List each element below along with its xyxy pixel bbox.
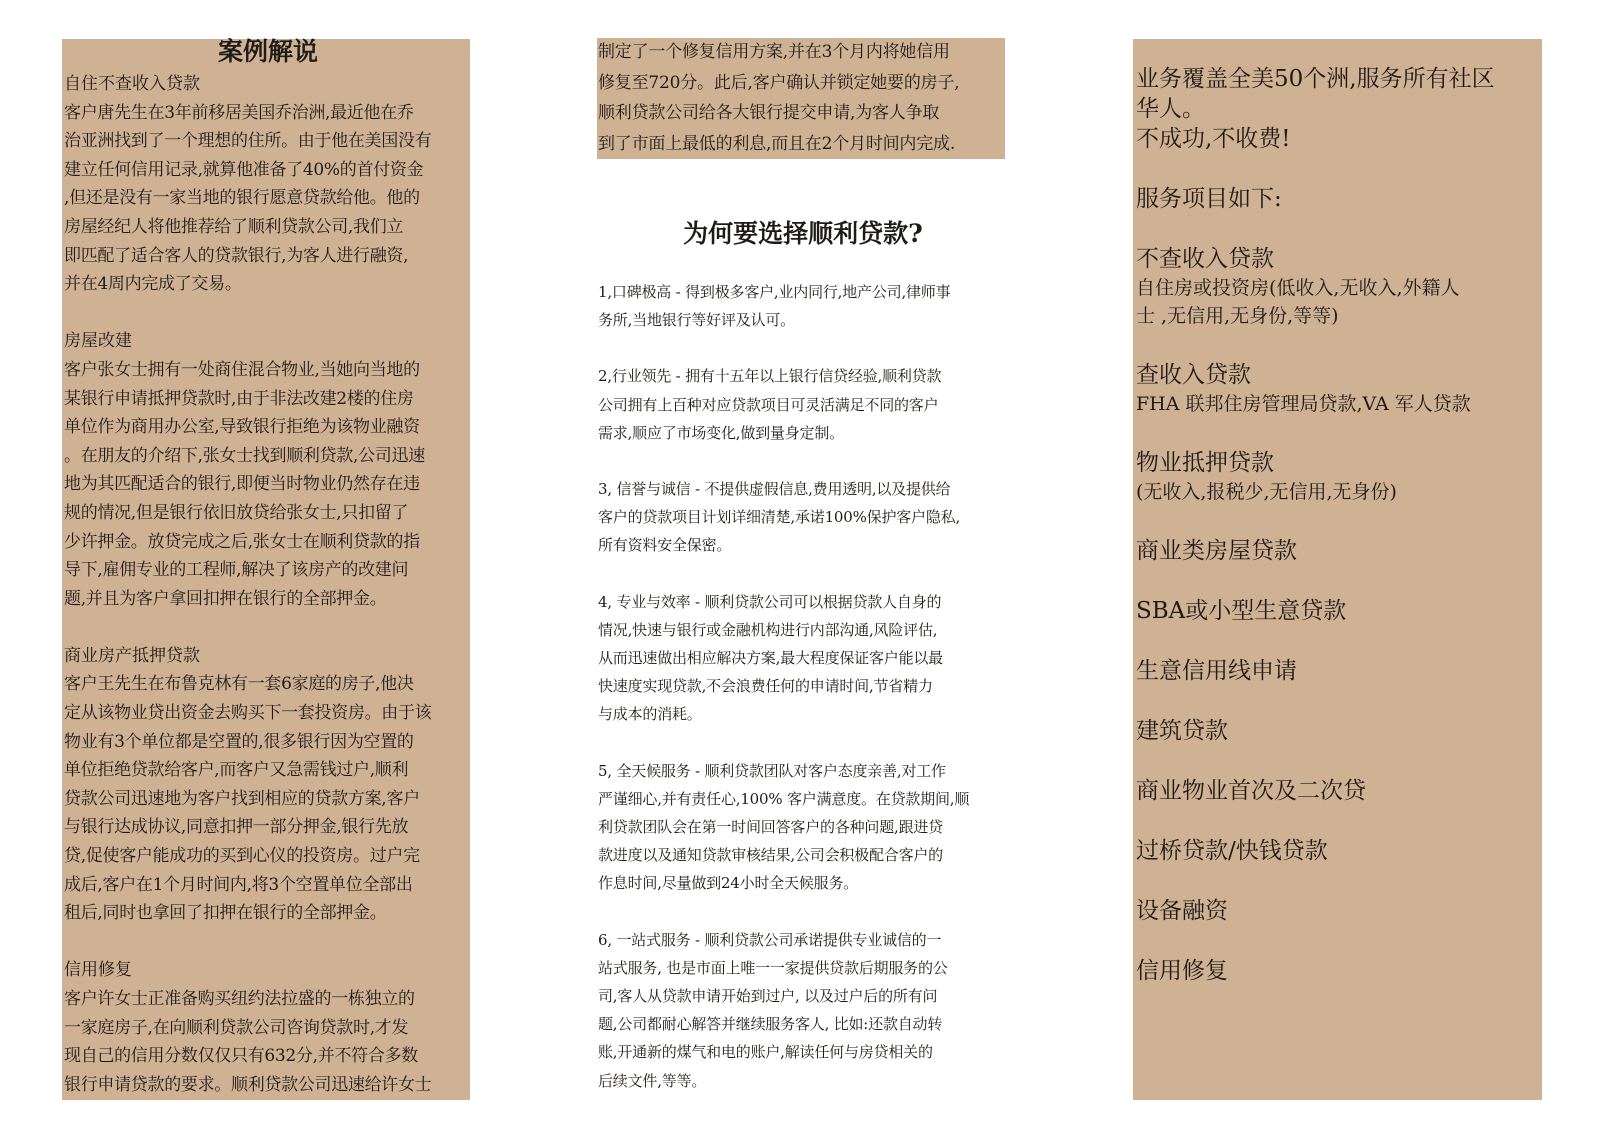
reason-line: 严谨细心,并有责任心,100% 客户满意度。在贷款期间,顺	[598, 789, 970, 808]
case-text-line: 房屋经纪人将他推荐给了顺利贷款公司,我们立	[64, 216, 404, 237]
case-text-line: 即匹配了适合客人的贷款银行,为客人进行融资,	[64, 245, 409, 266]
reason-line: 从而迅速做出相应解决方案,最大程度保证客户能以最	[598, 649, 943, 668]
spacer	[1136, 418, 1540, 448]
reason-line: 情况,快速与银行或金融机构进行内部沟通,风险评估,	[598, 620, 938, 639]
reason-line: 站式服务, 也是市面上唯一一家提供贷款后期服务的公	[598, 958, 948, 977]
service-name: 建筑贷款	[1136, 718, 1228, 744]
reason-line: 账,开通新的煤气和电的账户,解读任何与房贷相关的	[598, 1043, 933, 1062]
spacer	[1136, 330, 1540, 360]
case-text-line: 治亚洲找到了一个理想的住所。由于他在美国没有	[64, 131, 432, 152]
case-continuation-text	[598, 37, 1008, 159]
reason-item	[598, 588, 1008, 729]
case-text-line: 少许押金。放贷完成之后,张女士在顺利贷款的指	[64, 531, 420, 552]
reason-line: 客户的贷款项目计划详细清楚,承诺100%保护客户隐私,	[598, 508, 961, 527]
continuation-line: 顺利贷款公司给各大银行提交申请,为客人争取	[598, 103, 940, 123]
case-text-line: 规的情况,但是银行依旧放贷给张女士,只扣留了	[64, 502, 409, 523]
case-text-line: 现自己的信用分数仅仅只有632分,并不符合多数	[64, 1046, 418, 1067]
why-choose-title: 为何要选择顺利贷款?	[683, 219, 923, 248]
case-text-line: 客户唐先生在3年前移居美国乔治洲,最近他在乔	[64, 102, 414, 123]
service-name: 生意信用线申请	[1136, 658, 1297, 684]
case-text-line: 物业有3个单位都是空置的,很多银行因为空置的	[64, 731, 414, 752]
reason-line: 需求,顺应了市场变化,做到量身定制。	[598, 423, 844, 442]
case-continuation	[598, 37, 1008, 159]
intro-line: 不成功,不收费!	[1136, 126, 1291, 152]
service-name: 设备融资	[1136, 898, 1228, 924]
reason-line: 务所,当地银行等好评及认可。	[598, 311, 795, 330]
service-detail: 自住房或投资房(低收入,无收入,外籍人	[1136, 277, 1460, 299]
continuation-line: 修复至720分。此后,客户确认并锁定她要的房子,	[598, 72, 960, 93]
spacer	[1136, 154, 1540, 184]
spacer	[1136, 866, 1540, 896]
spacer	[1136, 506, 1540, 536]
case-heading: 自住不查收入贷款	[64, 74, 200, 94]
reason-line: 所有资料安全保密。	[598, 536, 732, 555]
service-detail: FHA 联邦住房管理局贷款,VA 军人贷款	[1136, 393, 1471, 415]
spacer	[1136, 926, 1540, 956]
case-heading: 房屋改建	[64, 331, 132, 352]
spacer	[64, 299, 472, 328]
reason-item	[598, 757, 1008, 898]
spacer	[1136, 214, 1540, 244]
intro-line: 业务覆盖全美50个洲,服务所有社区	[1136, 66, 1495, 92]
spacer	[1136, 566, 1540, 596]
spacer	[1136, 626, 1540, 656]
reason-line: 4, 专业与效率 - 顺利贷款公司可以根据贷款人自身的	[598, 592, 942, 611]
reason-item	[598, 362, 1008, 447]
reason-line: 款进度以及通知贷款审核结果,公司会积极配合客户的	[598, 846, 943, 865]
coverage-intro	[1136, 64, 1540, 154]
service-name: 查收入贷款	[1136, 362, 1251, 388]
case-text-line: 租后,同时也拿回了扣押在银行的全部押金。	[64, 903, 387, 924]
reason-line: 2,行业领先 - 拥有十五年以上银行信贷经验,顺利贷款	[598, 367, 942, 386]
case-text-line: 单位拒绝贷款给客户,而客户又急需钱过户,顺利	[64, 760, 409, 781]
case-text-line: 客户许女士正准备购买纽约法拉盛的一栋独立的	[64, 989, 415, 1009]
reason-line: 1,口碑极高 - 得到极多客户,业内同行,地产公司,律师事	[598, 283, 951, 301]
service-name: 信用修复	[1136, 958, 1228, 984]
services-heading: 服务项目如下:	[1136, 186, 1282, 212]
why-choose-section	[598, 214, 1008, 1123]
service-name: 过桥贷款/快钱贷款	[1136, 838, 1328, 864]
services-column	[1136, 64, 1540, 986]
case-text-line: 客户王先生在布鲁克林有一套6家庭的房子,他决	[64, 674, 414, 695]
reason-item	[598, 926, 1008, 1095]
reason-line: 公司拥有上百种对应贷款项目可灵活满足不同的客户	[598, 395, 939, 414]
spacer	[1136, 686, 1540, 716]
spacer	[64, 613, 472, 642]
case-text-line: 客户张女士拥有一处商住混合物业,当她向当地的	[64, 359, 420, 380]
case-text-line: 定从该物业贷出资金去购买下一套投资房。由于该	[64, 703, 432, 724]
spacer	[1136, 806, 1540, 836]
spacer	[1136, 746, 1540, 776]
case-text-line: 并在4周内完成了交易。	[64, 274, 242, 295]
reasons-list	[598, 278, 1008, 1095]
case-text-line: 地为其匹配适合的银行,即便当时物业仍然存在违	[64, 474, 420, 495]
case-studies-column	[64, 36, 472, 1099]
case-text-line: 题,并且为客户拿回扣押在银行的全部押金。	[64, 588, 387, 609]
case-text-line: 建立任何信用记录,就算他准备了40%的首付资金	[64, 159, 424, 180]
case-heading: 信用修复	[64, 960, 132, 981]
service-detail: (无收入,报税少,无信用,无身份)	[1136, 481, 1397, 503]
case-text-line: 成后,客户在1个月时间内,将3个空置单位全部出	[64, 874, 413, 895]
service-name: 商业类房屋贷款	[1136, 538, 1297, 564]
case-heading: 商业房产抵押贷款	[64, 645, 200, 666]
case-text-line: 与银行达成协议,同意扣押一部分押金,银行先放	[64, 817, 409, 838]
case-text-line: ,但还是没有一家当地的银行愿意贷款给他。他的	[64, 188, 420, 209]
reason-line: 快速度实现贷款,不会浪费任何的申请时间,节省精力	[598, 677, 933, 696]
reason-line: 3, 信誉与诚信 - 不提供虚假信息,费用透明,以及提供给	[598, 480, 951, 499]
reason-line: 作息时间,尽量做到24小时全天候服务。	[598, 874, 859, 893]
reason-line: 司,客人从贷款申请开始到过户, 以及过户后的所有问	[598, 987, 938, 1006]
reason-item	[598, 278, 1008, 334]
spacer	[64, 928, 472, 957]
reason-line: 5, 全天候服务 - 顺利贷款团队对客户态度亲善,对工作	[598, 761, 946, 780]
service-name: 物业抵押贷款	[1136, 450, 1274, 476]
reason-item	[598, 475, 1008, 560]
service-detail: 士 ,无信用,无身份,等等)	[1136, 305, 1339, 327]
continuation-line: 到了市面上最低的利息,而且在2个月时间内完成.	[598, 133, 956, 154]
case-list	[64, 70, 472, 1099]
service-name: SBA或小型生意贷款	[1136, 598, 1347, 624]
service-name: 不查收入贷款	[1136, 246, 1274, 272]
continuation-line: 制定了一个修复信用方案,并在3个月内将她信用	[598, 42, 950, 62]
case-text-line: 导下,雇佣专业的工程师,解决了该房产的改建问	[64, 560, 409, 581]
reason-line: 题,公司都耐心解答并继续服务客人, 比如:还款自动转	[598, 1015, 943, 1034]
reason-line: 后续文件,等等。	[598, 1071, 707, 1090]
case-text-line: 单位作为商用办公室,导致银行拒绝为该物业融资	[64, 417, 420, 438]
case-text-line: 。在朋友的介绍下,张女士找到顺利贷款,公司迅速	[64, 445, 425, 466]
reason-line: 利贷款团队会在第一时间回答客户的各种问题,跟进贷	[598, 818, 943, 837]
case-text-line: 贷款公司迅速地为客户找到相应的贷款方案,客户	[64, 788, 420, 809]
intro-line: 华人。	[1136, 96, 1205, 122]
case-text-line: 贷,促使客户能成功的买到心仪的投资房。过户完	[64, 846, 420, 867]
case-text-line: 银行申请贷款的要求。顺利贷款公司迅速给许女士	[64, 1074, 432, 1095]
reason-line: 与成本的消耗。	[598, 705, 702, 724]
services-list	[1136, 214, 1540, 986]
case-text-line: 一家庭房子,在向顺利贷款公司咨询贷款时,才发	[64, 1017, 409, 1038]
case-text-line: 某银行申请抵押贷款时,由于非法改建2楼的住房	[64, 388, 414, 409]
service-name: 商业物业首次及二次贷	[1136, 778, 1366, 804]
case-studies-title: 案例解说	[217, 37, 318, 66]
reason-line: 6, 一站式服务 - 顺利贷款公司承诺提供专业诚信的一	[598, 930, 942, 949]
